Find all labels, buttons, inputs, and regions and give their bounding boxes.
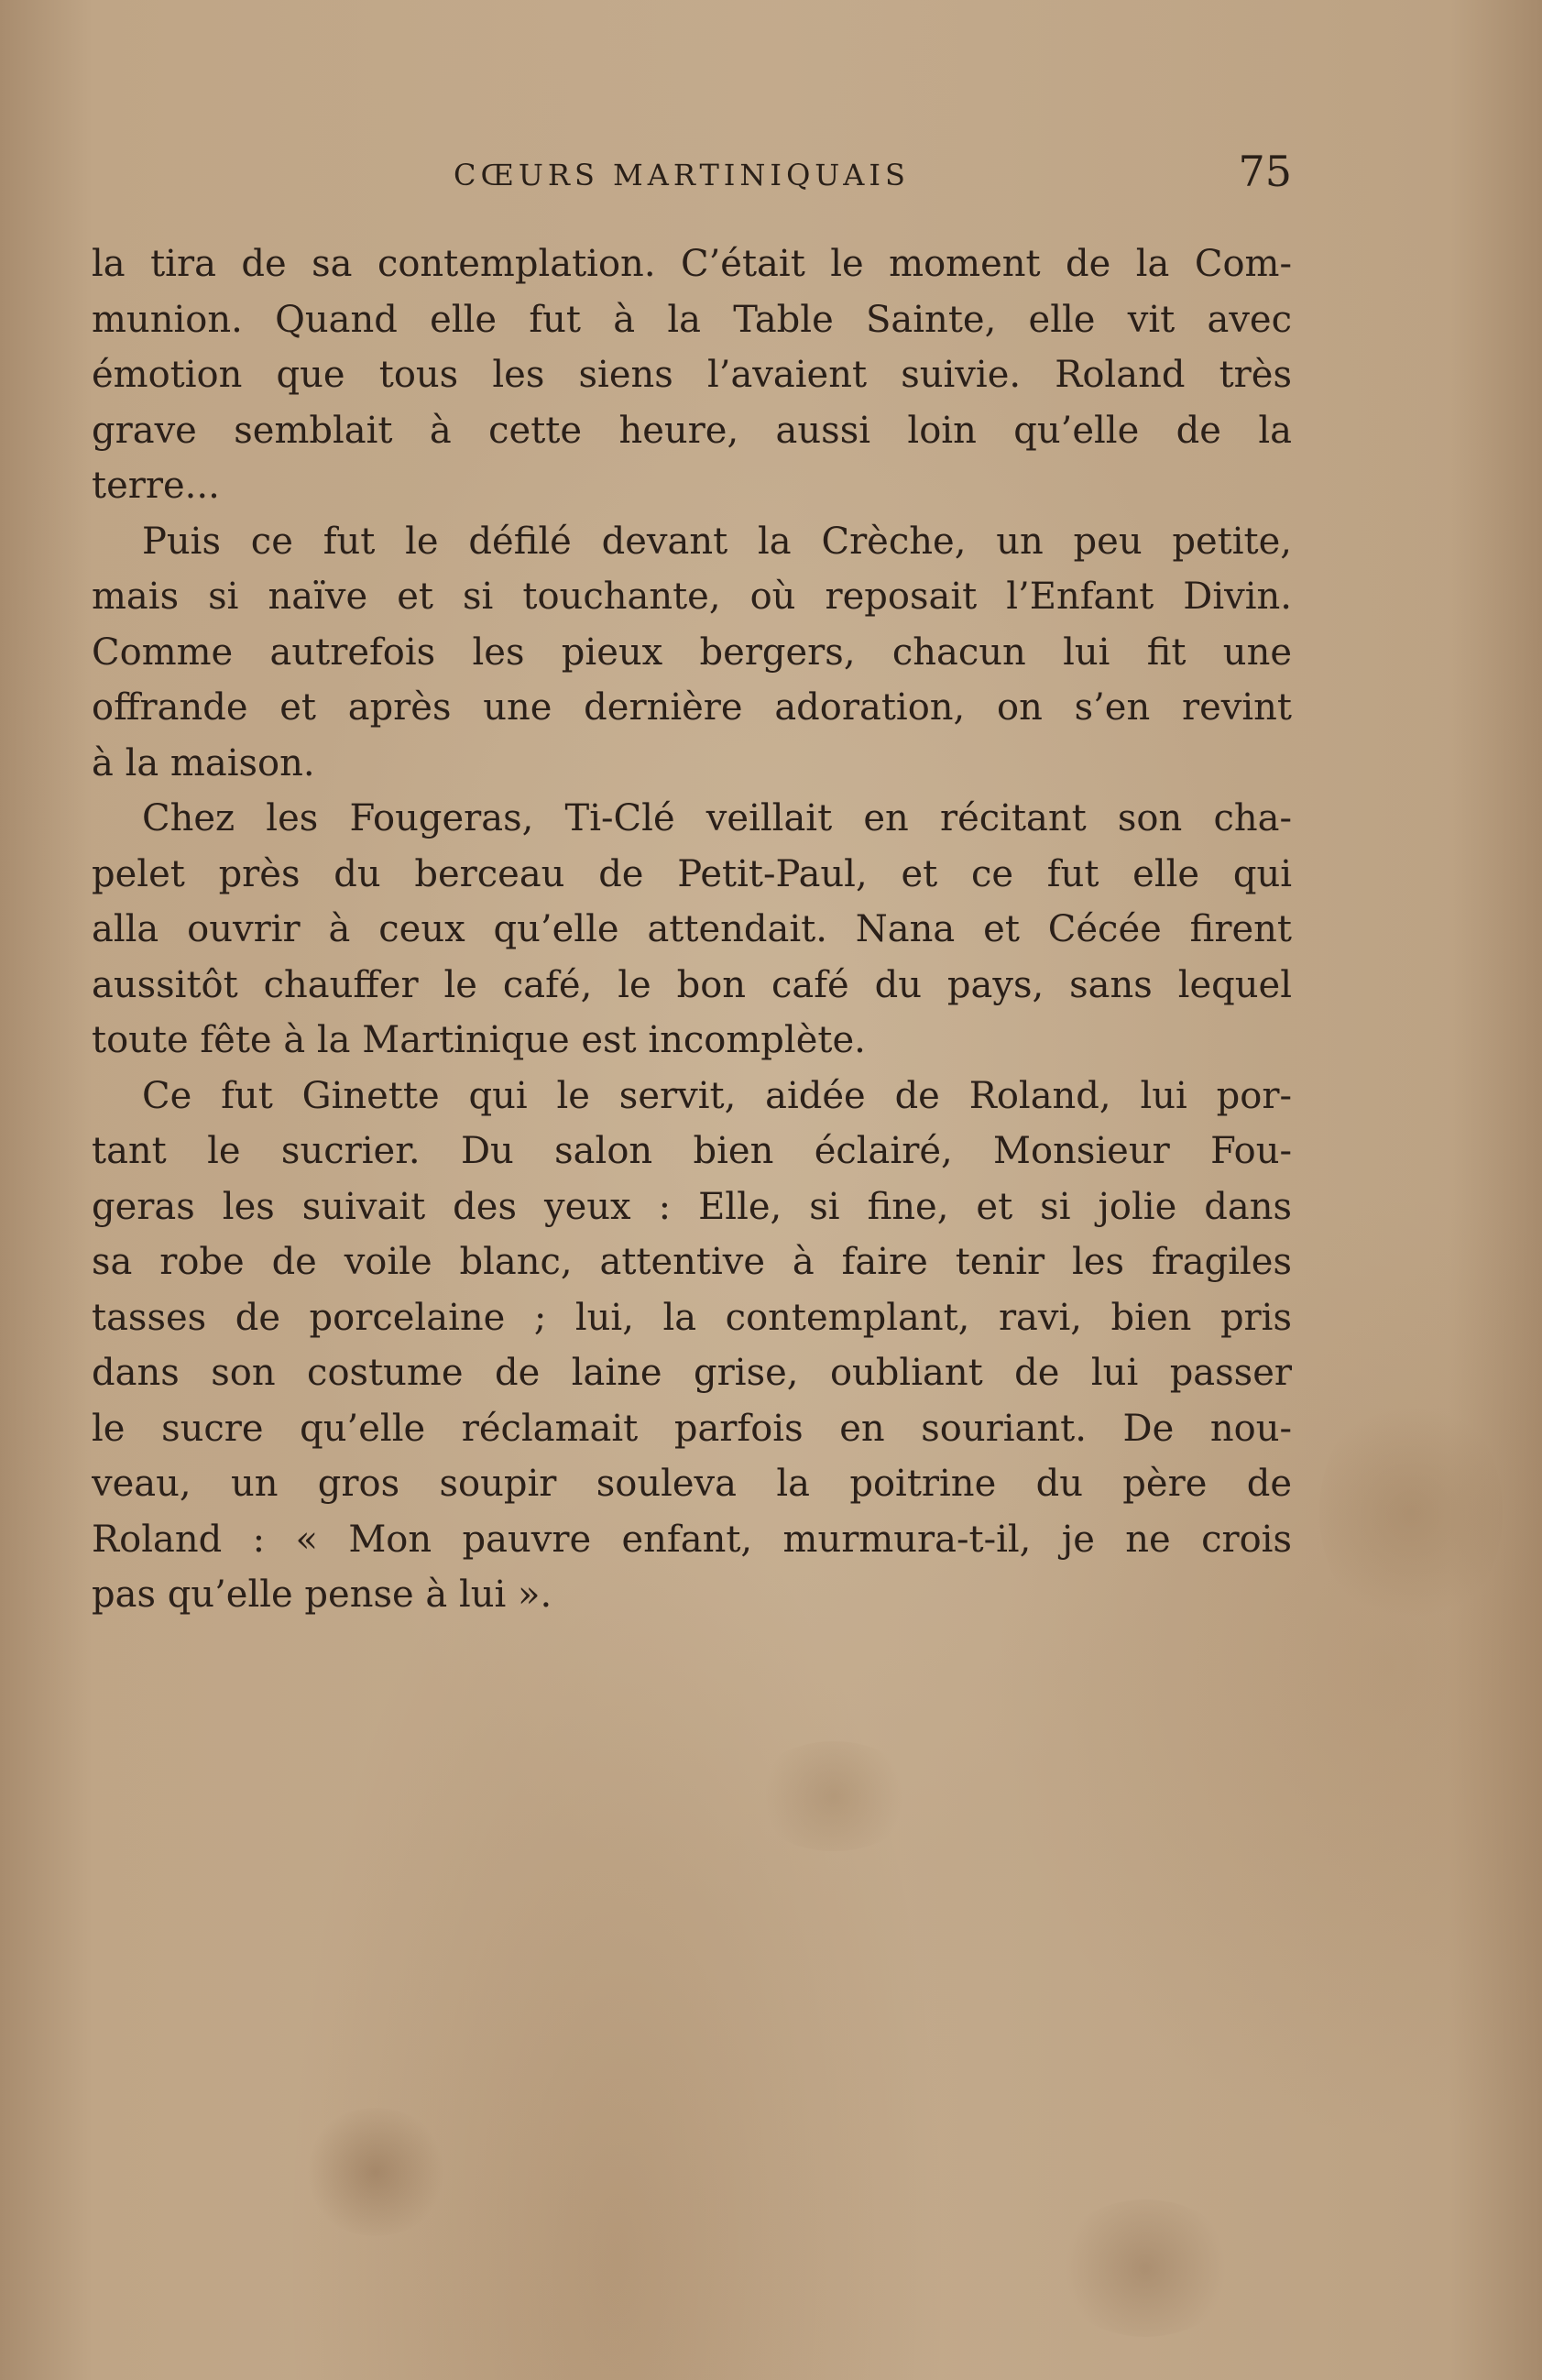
text-line: veau, un gros soupir souleva la poitrine du père de [92,1463,1292,1505]
paragraph [92,1069,1292,1623]
text-line: munion. Quand elle fut à la Table Sainte, elle vit avec [92,298,1292,341]
paragraph [92,236,1292,514]
text-line: Roland : « Mon pauvre enfant, murmura-t-il, je ne crois [92,1518,1292,1561]
text-line: Chez les Fougeras, Ti-Clé veillait en récitant son cha- [142,797,1292,839]
paper-stain [302,2108,449,2236]
text-line: Ce fut Ginette qui le servit, aidée de Roland, lui por- [142,1074,1292,1117]
text-line: alla ouvrir à ceux qu’elle attendait. Nana et Cécée firent [92,908,1292,950]
text-line: dans son costume de laine grise, oubliant de lui passer [92,1352,1292,1394]
text-line: aussitôt chauffer le café, le bon café du pays, sans lequel [92,963,1292,1006]
text-line: tasses de porcelaine ; lui, la contemplant, ravi, bien pris [92,1296,1292,1339]
text-line: grave semblait à cette heure, aussi loin qu’elle de la [92,409,1292,452]
text-line: émotion que tous les siens l’avaient suivie. Roland très [92,354,1292,396]
text-line: mais si naïve et si touchante, où reposait l’Enfant Divin. [92,576,1292,618]
paragraph [92,514,1292,792]
text-line: terre... [92,465,220,507]
text-line: offrande et après une dernière adoration, on s’en revint [92,686,1292,729]
text-line: tant le sucrier. Du salon bien éclairé, Monsieur Fou- [92,1130,1292,1172]
text-line: la tira de sa contemplation. C’était le moment de la Com- [92,243,1292,285]
paragraph [92,791,1292,1069]
running-title: CŒURS MARTINIQUAIS [454,158,910,192]
text-line: pelet près du berceau de Petit-Paul, et ce fut elle qui [92,852,1292,895]
paper-stain [1319,1393,1503,1631]
text-line: à la maison. [92,741,315,784]
text-line: toute fête à la Martinique est incomplète. [92,1019,866,1061]
text-line: geras les suivait des yeux : Elle, si fine, et si jolie dans [92,1185,1292,1228]
text-line: Puis ce fut le défilé devant la Crèche, un peu petite, [142,520,1292,563]
text-line: pas qu’elle pense à lui ». [92,1574,552,1616]
page-header [92,147,1292,202]
text-line: le sucre qu’elle réclamait parfois en souriant. De nou- [92,1407,1292,1450]
page-number: 75 [1238,147,1292,196]
text-line: sa robe de voile blanc, attentive à faire tenir les fragiles [92,1241,1292,1283]
body-text [92,236,1292,1623]
paper-stain [751,1741,916,1851]
text-line: Comme autrefois les pieux bergers, chacun lui fit une [92,631,1292,674]
paper-stain [1054,2199,1237,2337]
